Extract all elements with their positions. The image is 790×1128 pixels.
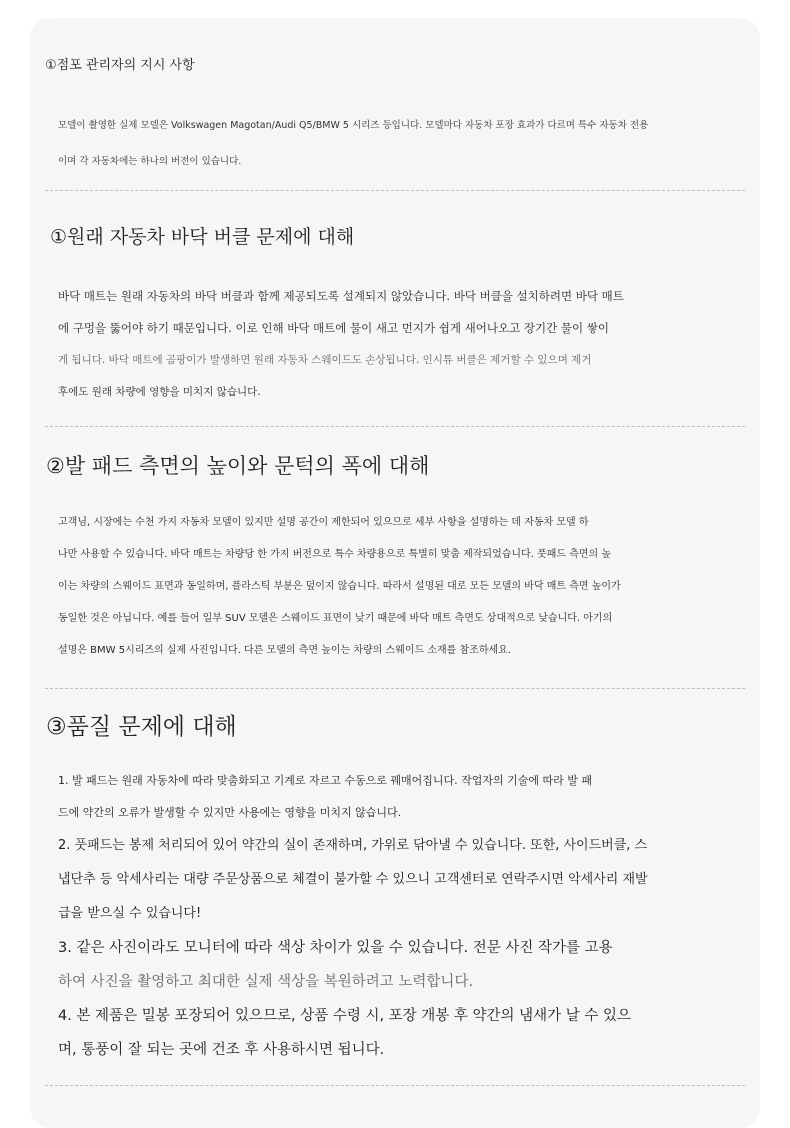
section-title-pad-height: ②발 패드 측면의 높이와 문턱의 폭에 대해	[46, 454, 430, 478]
list-item	[58, 999, 738, 1067]
list-item-line: 며, 통풍이 잘 되는 곳에 건조 후 사용하시면 됩니다.	[58, 1042, 385, 1058]
notice-text	[58, 108, 738, 180]
list-item-line: 드에 약간의 오류가 발생할 수 있지만 사용에는 영향을 미치지 않습니다.	[58, 806, 402, 819]
list-item-line: 3. 같은 사진이라도 모니터에 따라 색상 차이가 있을 수 있습니다. 전문 사진 작가를 고용	[58, 940, 613, 956]
section-text-pad-height	[58, 507, 738, 667]
paragraph-line: 게 됩니다. 바닥 매트에 곰팡이가 발생하면 원래 자동차 스웨이드도 손상됩니다. 인시튜 버클은 제거할 수 있으며 제거	[58, 354, 592, 366]
list-item-line: 냅단추 등 악세사리는 대량 주문상품으로 체결이 불가할 수 있으니 고객센터로 연락주시면 악세사리 재발	[58, 872, 648, 887]
paragraph-line: 에 구멍을 뚫어야 하기 때문입니다. 이로 인해 바닥 매트에 물이 새고 먼지가 쉽게 새어나오고 장기간 물이 쌓이	[58, 321, 609, 335]
list-item-line: 2. 풋패드는 봉제 처리되어 있어 약간의 실이 존재하며, 가위로 닦아낼 수 있습니다. 또한, 사이드버클, 스	[58, 838, 648, 853]
list-item-line: 4. 본 제품은 밀봉 포장되어 있으므로, 상품 수령 시, 포장 개봉 후 약간의 냄새가 날 수 있으	[58, 1008, 632, 1024]
section-title-quality: ③품질 문제에 대해	[46, 714, 237, 740]
notice-line: 이며 각 자동차에는 하나의 버전이 있습니다.	[58, 156, 242, 167]
list-item-line: 급을 받으실 수 있습니다!	[58, 906, 202, 921]
section-divider	[45, 688, 745, 689]
notice-title: ①점포 관리자의 지시 사항	[45, 58, 195, 73]
paragraph-line: 설명은 BMW 5시리즈의 실제 사진입니다. 다른 모델의 측면 높이는 차량의 스웨이드 소재를 참조하세요.	[58, 645, 511, 656]
section-title-floor-buckle: ①원래 자동차 바닥 버클 문제에 대해	[50, 226, 355, 248]
section-divider	[45, 426, 745, 427]
quality-list	[58, 765, 738, 1067]
section-text-floor-buckle	[58, 280, 738, 408]
paragraph-line: 고객님, 시장에는 수천 가지 자동차 모델이 있지만 설명 공간이 제한되어 있으므로 세부 사항을 설명하는 데 자동차 모델 하	[58, 517, 589, 528]
list-item	[58, 829, 738, 931]
paragraph-line: 이는 차량의 스웨이드 표면과 동일하며, 플라스틱 부분은 덮이지 않습니다. 따라서 설명된 대로 모든 모델의 바닥 매트 측면 높이가	[58, 581, 621, 592]
list-item	[58, 931, 738, 999]
list-item-line: 하여 사진을 촬영하고 최대한 실제 색상을 복원하려고 노력합니다.	[58, 974, 474, 990]
paragraph-line: 나만 사용할 수 있습니다. 바닥 매트는 차량당 한 가지 버전으로 특수 차량용으로 특별히 맞춤 제작되었습니다. 풋패드 측면의 높	[58, 549, 612, 560]
paragraph-line: 바닥 매트는 원래 자동차의 바닥 버클과 함께 제공되도록 설계되지 않았습니다. 바닥 버클을 설치하려면 바닥 매트	[58, 289, 624, 303]
list-item	[58, 765, 738, 829]
paragraph-line: 동일한 것은 아닙니다. 예를 들어 일부 SUV 모델은 스웨이드 표면이 낮기 때문에 바닥 매트 측면도 상대적으로 낮습니다. 아기의	[58, 613, 613, 624]
section-divider	[45, 1085, 745, 1086]
section-divider	[45, 190, 745, 191]
notice-line: 모델이 촬영한 실제 모델은 Volkswagen Magotan/Audi Q5/BMW 5 시리즈 등입니다. 모델마다 자동차 포장 효과가 다르며 특수 자동차 전용	[58, 120, 649, 131]
list-item-line: 1. 발 패드는 원래 자동차에 따라 맞춤화되고 기계로 자르고 수동으로 꿰매어집니다. 작업자의 기술에 따라 발 패	[58, 774, 592, 787]
paragraph-line: 후에도 원래 차량에 영향을 미치지 않습니다.	[58, 386, 261, 398]
